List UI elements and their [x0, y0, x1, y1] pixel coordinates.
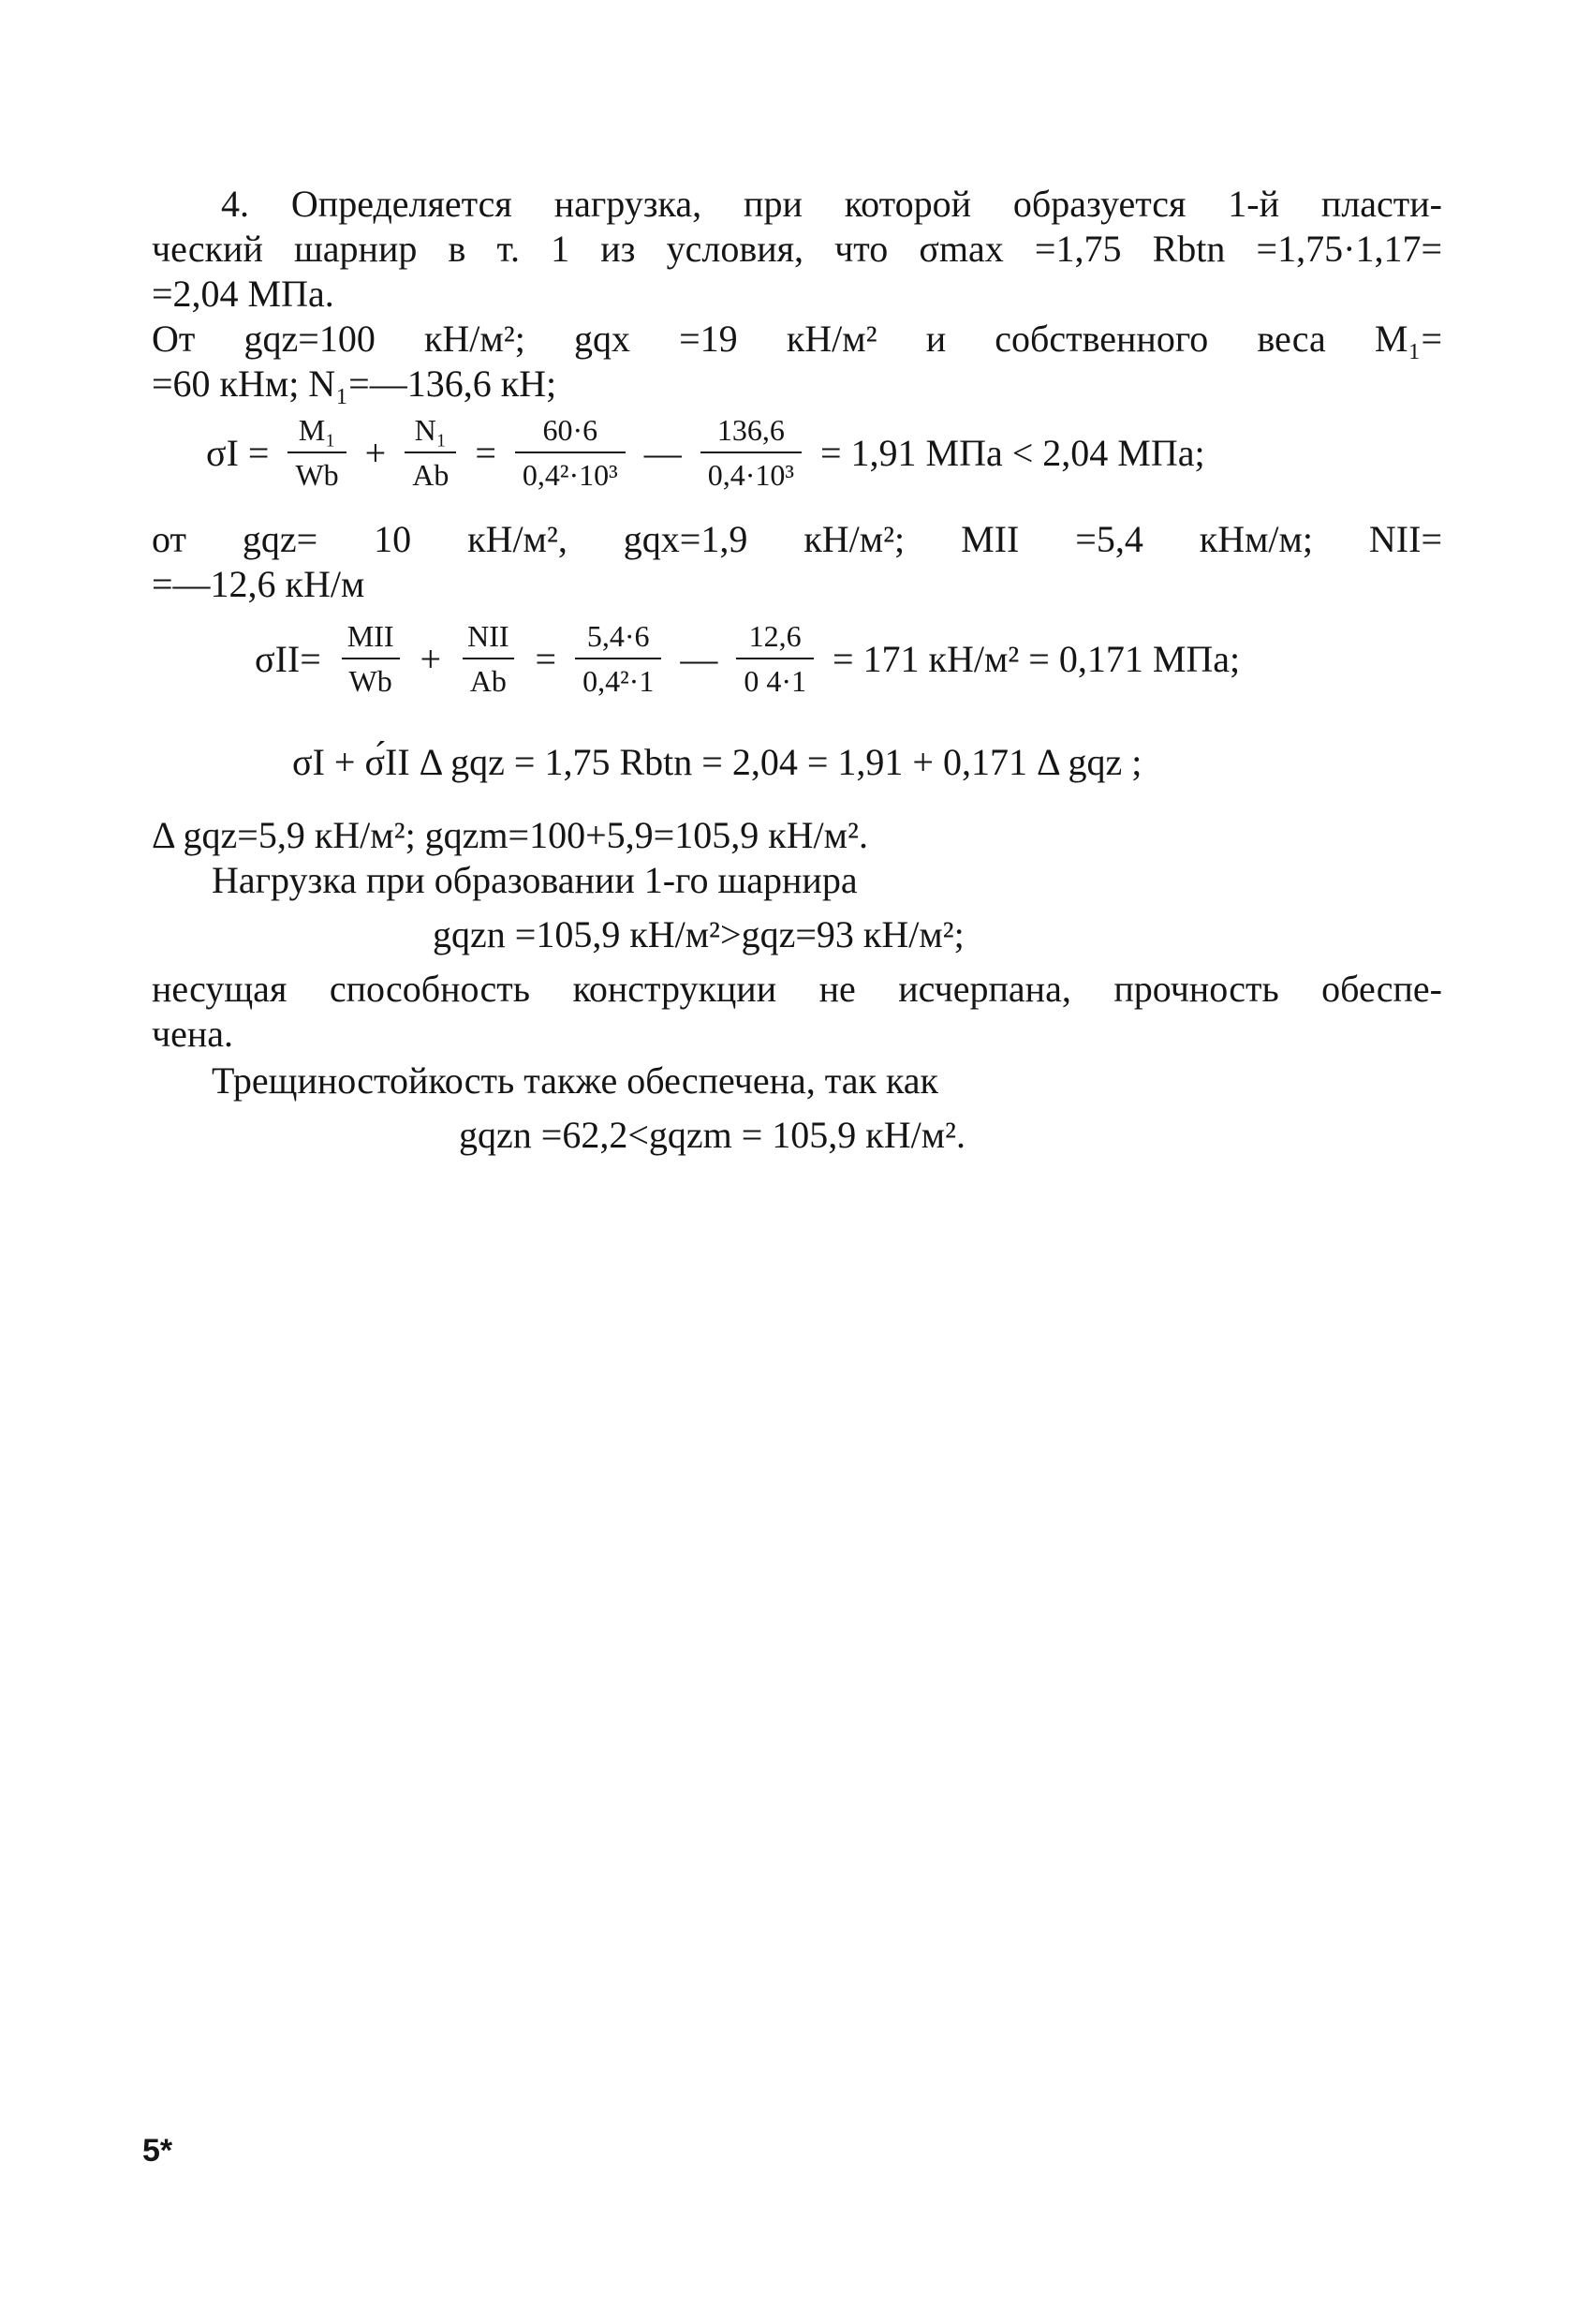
- paragraph-1-line-3: =2,04 МПа.: [152, 273, 334, 315]
- equation-1-lhs: σI =: [206, 431, 270, 474]
- fraction-numerator: M₁: [298, 413, 336, 447]
- fraction: [515, 412, 626, 493]
- fraction-numerator: 60·6: [542, 413, 598, 447]
- fraction-numerator: MII: [346, 619, 394, 653]
- paragraph-4: Нагрузка при образовании 1-го шарнира: [212, 859, 858, 901]
- plus-sign: +: [420, 637, 442, 680]
- paragraph-1-line-2: ческий шарнир в т. 1 из условия, что σmax =1,75 Rbtn =1,75·1,17=: [152, 228, 1442, 270]
- result-line: Δ gqz=5,9 кН/м²; gqzm=100+5,9=105,9 кН/м².: [152, 814, 868, 856]
- page-number: 5*: [142, 2133, 173, 2169]
- fraction-numerator: 136,6: [716, 413, 785, 447]
- equals-sign: =: [535, 637, 557, 680]
- paragraph-2-line-2: =60 кНм; N₁=—136,6 кН;: [152, 363, 557, 405]
- fraction-denominator: 0 4·1: [736, 658, 814, 699]
- minus-sign: —: [643, 431, 682, 474]
- plus-sign: +: [364, 431, 387, 474]
- paragraph-5-line-1: несущая способность конструкции не исчерпана, прочность обеспе-: [152, 968, 1442, 1010]
- minus-sign: —: [680, 637, 718, 680]
- fraction-denominator: Wb: [287, 451, 346, 493]
- paragraph-3-line-2: =—12,6 кН/м: [152, 563, 365, 605]
- fraction: [340, 618, 402, 699]
- equation-sigma-2: [245, 618, 1249, 699]
- fraction: [575, 618, 661, 699]
- paragraph-2-line-1: От gqz=100 кН/м²; gqx =19 кН/м² и собственного веса M₁=: [152, 318, 1442, 360]
- fraction-numerator: 12,6: [748, 619, 802, 653]
- fraction: [287, 412, 346, 493]
- equation-hinge-load: gqzn =105,9 кН/м²>gqz=93 кН/м²;: [433, 913, 965, 955]
- paragraph-6: Трещиностойкость также обеспечена, так как: [212, 1059, 938, 1102]
- paragraph-5-line-2: чена.: [152, 1013, 234, 1055]
- fraction-numerator: N₁: [414, 413, 447, 447]
- fraction-denominator: Ab: [405, 451, 456, 493]
- fraction: [405, 412, 456, 493]
- fraction-denominator: Wb: [342, 658, 400, 699]
- fraction-denominator: Ab: [463, 658, 514, 699]
- paragraph-1-line-1: 4. Определяется нагрузка, при которой образуется 1-й пласти-: [221, 183, 1442, 225]
- fraction-denominator: 0,4²·1: [575, 658, 661, 699]
- fraction: [460, 618, 516, 699]
- equation-crack-resistance: gqzn =62,2<gqzm = 105,9 кН/м².: [459, 1114, 966, 1156]
- fraction: [736, 618, 814, 699]
- fraction-numerator: NII: [467, 619, 509, 653]
- paragraph-3-line-1: от gqz= 10 кН/м², gqx=1,9 кН/м²; MII =5,4 кНм/м; NII=: [152, 518, 1442, 560]
- equation-2-result: = 171 кН/м² = 0,171 МПа;: [832, 637, 1241, 680]
- fraction: [700, 412, 802, 493]
- equation-sigma-1: [197, 412, 1215, 493]
- fraction-denominator: 0,4·10³: [700, 451, 802, 493]
- equals-sign: =: [475, 431, 496, 474]
- fraction-numerator: 5,4·6: [586, 619, 650, 653]
- equation-increment: σI + σ́II Δ gqz = 1,75 Rbtn = 2,04 = 1,91 + 0,171 Δ gqz ;: [292, 741, 1142, 783]
- fraction-denominator: 0,4²·10³: [515, 451, 626, 493]
- equation-1-result: = 1,91 МПа < 2,04 МПа;: [819, 431, 1205, 474]
- equation-2-lhs: σII=: [255, 637, 321, 680]
